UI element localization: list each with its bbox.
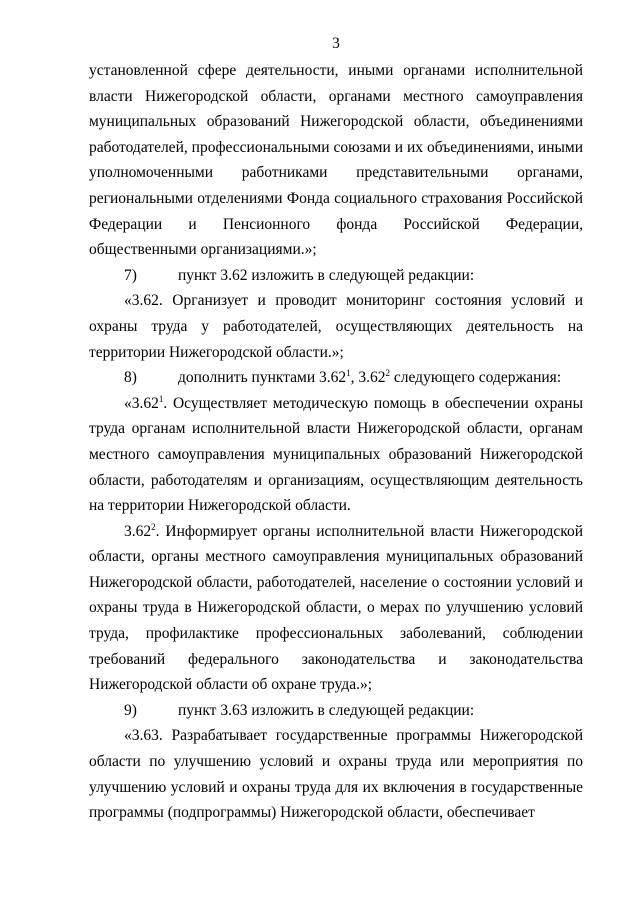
list-item-text: пункт 3.63 изложить в следующей редакции:	[178, 701, 475, 719]
list-item-text: пункт 3.62 изложить в следующей редакции:	[178, 266, 475, 284]
list-item-number: 7)	[124, 266, 137, 284]
page-number: 3	[332, 35, 340, 52]
paragraph-3-62-1: «3.62$^1$. Осуществляет методическую помощь в обеспечении охраны труда органам исполнительной власти Нижегородской области, органам местного самоуправления муниципальных образований Нижегородской области, работодателям и организациям, осуществляющим деятельность на территории Нижегородской области.	[89, 393, 583, 515]
paragraph-3-63: «3.63. Разрабатывает государственные программы Нижегородской области по улучшению условий и охраны труда или мероприятия по улучшению условий и охраны труда для их включения в государственные программы (подпрограммы) Нижегородской области, обеспечивает	[89, 727, 583, 822]
list-item-9	[89, 698, 583, 724]
list-item-7	[89, 263, 583, 289]
document-body	[89, 58, 583, 826]
list-item-8	[89, 365, 583, 391]
list-item-text: дополнить пунктами 3.62$^1$, 3.62$^2$ следующего содержания:	[178, 368, 562, 387]
list-item-number: 8)	[124, 369, 137, 387]
list-item-number: 9)	[124, 701, 137, 719]
paragraph-3-62: «3.62. Организует и проводит мониторинг состояния условий и охраны труда у работодателей, осуществляющих деятельность на территории Нижегородской области.»;	[89, 292, 583, 361]
paragraph-continuation: установленной сфере деятельности, иными органами исполнительной власти Нижегородской области, органами местного самоуправления муниципальных образований Нижегородской области, объединениями работодателей, профессиональными союзами и их объединениями, иными уполномоченными работниками представительными органами, региональными отделениями Фонда социального страхования Российской Федерации и Пенсионного фонда Российской Федерации, общественными организациями.»;	[89, 62, 583, 259]
paragraph-3-62-2: 3.62$^2$. Информирует органы исполнительной власти Нижегородской области, органы местного самоуправления муниципальных образований Нижегородской области, работодателей, население о состоянии условий и охраны труда в Нижегородской области, о мерах по улучшению условий труда, профилактике профессиональных заболеваний, соблюдении требований федерального законодательства и законодательства Нижегородской области об охране труда.»;	[89, 521, 583, 694]
